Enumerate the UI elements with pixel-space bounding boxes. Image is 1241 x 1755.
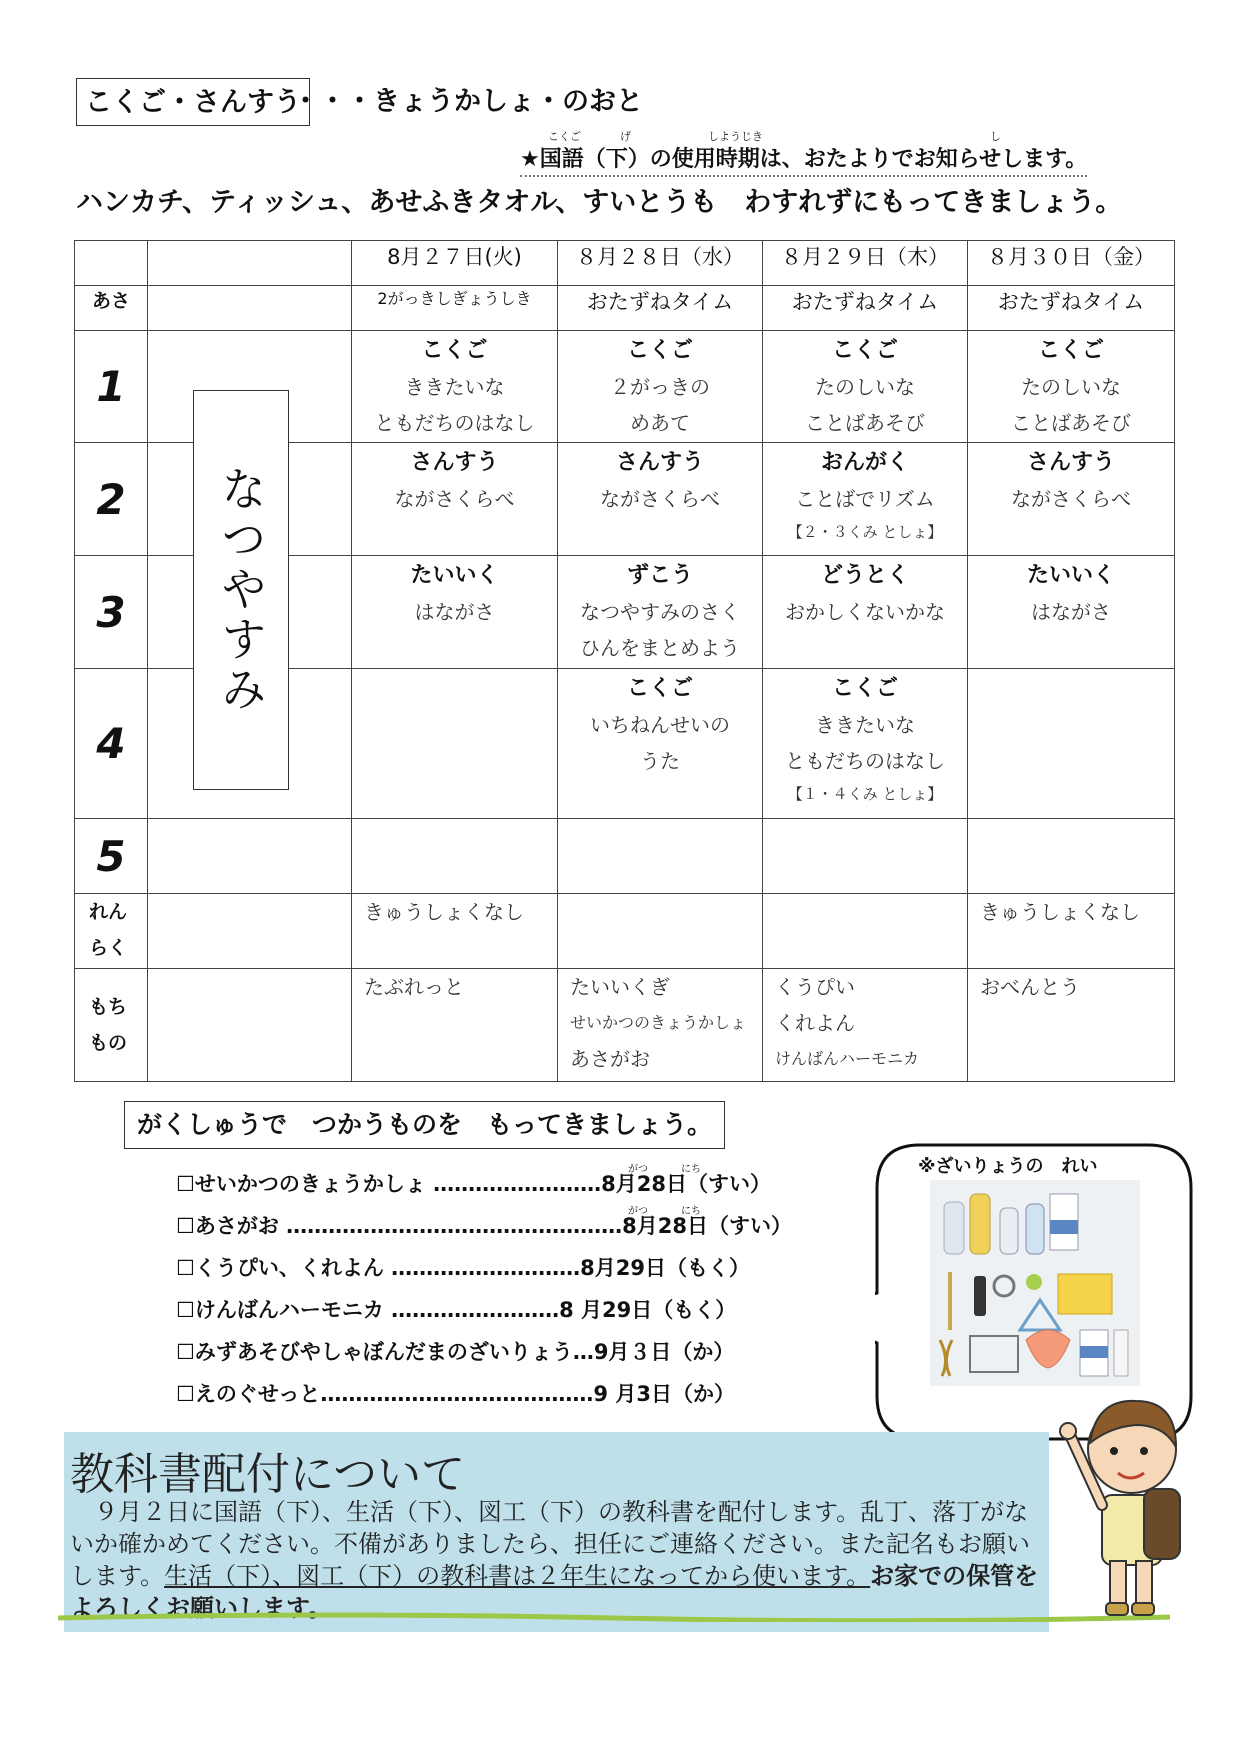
sponge-icon xyxy=(1058,1274,1112,1314)
date-cell: ８月２８日（水） xyxy=(558,241,763,286)
lesson-line: ことばでリズム xyxy=(795,487,935,511)
ruby-ge: げ xyxy=(620,130,631,143)
lesson-cell xyxy=(968,443,1175,556)
mochimono-cell xyxy=(763,969,968,1082)
checklist-text: ☐くうぴい、くれよん ………………………8月29日（もく） xyxy=(176,1256,750,1280)
checklist-item xyxy=(176,1294,816,1336)
textbook-underline: 生活（下）、図工（下）の教科書は２年生になってから使います。 xyxy=(164,1562,871,1590)
date-cell: ８月３０日（金） xyxy=(968,241,1175,286)
lesson-cell xyxy=(558,331,763,443)
mochimono-cell xyxy=(968,969,1175,1082)
mochimono-item: おべんとう xyxy=(980,975,1080,999)
mochimono-item: たいいくぎ xyxy=(570,975,670,999)
period-label: 4 xyxy=(75,669,148,819)
lesson-line: ２がっきの xyxy=(610,375,710,399)
ground-line xyxy=(58,1612,1170,1622)
subject: さんすう xyxy=(1026,450,1115,475)
lesson-cell xyxy=(558,556,763,669)
lesson-cell xyxy=(968,669,1175,819)
summer-vacation-box: なつやすみ xyxy=(193,390,289,790)
lesson-cell xyxy=(558,819,763,894)
lesson-cell xyxy=(763,556,968,669)
renraku-row xyxy=(75,894,1175,969)
subject: さんすう xyxy=(410,450,499,475)
lesson-note: 【１・４くみ としょ】 xyxy=(787,785,943,803)
lesson-line: たのしいな xyxy=(1021,375,1121,399)
mochimono-label xyxy=(75,969,148,1082)
date-cell: 8月２７日(火) xyxy=(352,241,558,286)
mochimono-item: せいかつのきょうかしょ xyxy=(570,1013,747,1032)
renraku-cell xyxy=(968,894,1175,969)
lesson-line: ながさくらべ xyxy=(600,487,720,511)
date-cell: ８月２９日（木） xyxy=(763,241,968,286)
blank-header-cell xyxy=(148,241,352,286)
ruby-nichi: にち xyxy=(681,1206,701,1217)
bottle-icon xyxy=(970,1194,990,1254)
lesson-cell xyxy=(352,669,558,819)
lesson-line: ききたいな xyxy=(404,375,505,399)
textbook-title: 教科書配付について xyxy=(70,1449,466,1500)
mochimono-cell xyxy=(352,969,558,1082)
lesson-line: たのしいな xyxy=(815,375,915,399)
mochimono-label-line: もの xyxy=(89,1032,128,1054)
checklist-item xyxy=(176,1336,816,1378)
mochimono-item: あさがお xyxy=(570,1047,650,1071)
lesson-line: いちねんせいの xyxy=(590,713,730,737)
renraku-label-line: らく xyxy=(89,937,128,959)
lesson-cell xyxy=(968,819,1175,894)
ruby-nichi: にち xyxy=(681,1164,701,1175)
notice-line xyxy=(520,128,1100,176)
ruby-shiyoujiki: しようじき xyxy=(708,130,763,143)
lesson-line: ともだちのはなし xyxy=(374,411,535,435)
corner-cell xyxy=(75,241,148,286)
period-label: 2 xyxy=(75,443,148,556)
lesson-cell xyxy=(352,443,558,556)
subject: こくご xyxy=(831,676,898,701)
page-title: こくご・さんすう xyxy=(76,78,310,126)
bubble-title: ※ざいりょうの れい xyxy=(918,1156,1098,1177)
lesson-cell xyxy=(763,819,968,894)
checklist-item xyxy=(176,1206,816,1252)
checklist-item xyxy=(176,1252,816,1294)
yarn-icon xyxy=(1026,1274,1042,1290)
renraku-cell xyxy=(763,894,968,969)
asa-cell: おたずねタイム xyxy=(968,286,1175,331)
lesson-cell xyxy=(763,669,968,819)
lesson-cell xyxy=(558,443,763,556)
lesson-line: ながさくらべ xyxy=(394,487,515,511)
subject: おんがく xyxy=(820,450,909,475)
notice-text: ★国語（下）の使用時期は、おたよりでお知らせします。 xyxy=(520,142,1087,177)
lesson-line: ことばあそび xyxy=(805,411,925,435)
bottle-icon xyxy=(1000,1208,1018,1254)
lesson-cell xyxy=(558,669,763,819)
subject: こくご xyxy=(626,338,693,363)
subject: こくご xyxy=(626,676,693,701)
checklist-text: ☐けんばんハーモニカ ……………………8 月29日（もく） xyxy=(176,1298,737,1322)
checklist-text: ☐えのぐせっと…………………………………9 月3日（か） xyxy=(176,1382,735,1406)
reminder-text: ハンカチ、ティッシュ、あせふきタオル、すいとうも わすれずにもってきましょう。 xyxy=(76,187,1123,218)
ruby-gatsu: がつ xyxy=(628,1206,648,1217)
subject: どうとく xyxy=(820,563,909,588)
lesson-line: おかしくないかな xyxy=(785,600,945,624)
checklist-text: ☐あさがお …………………………………………8月28日（すい） xyxy=(176,1214,792,1238)
checklist-item xyxy=(176,1378,816,1420)
bring-checklist xyxy=(176,1164,816,1420)
period-label: 3 xyxy=(75,556,148,669)
mochimono-cell xyxy=(558,969,763,1082)
bottle-icon xyxy=(944,1202,964,1254)
period-label: 1 xyxy=(75,331,148,443)
subject: こくご xyxy=(1037,338,1104,363)
lesson-line: ながさくらべ xyxy=(1011,487,1131,511)
lesson-line: ともだちのはなし xyxy=(785,749,945,773)
renraku-text: きゅうしょくなし xyxy=(364,900,524,924)
textbook-plain: ９月２日に国語（下）、生活（下）、図工（下）の教科書を配付します。乱丁、落丁がないか確かめてください。不備がありましたら、担任にご連絡ください。また記名もお願いします。 xyxy=(70,1498,1030,1590)
renraku-label-line: れん xyxy=(89,901,128,923)
textbook-text xyxy=(70,1496,1045,1624)
mochimono-label-line: もち xyxy=(89,996,128,1018)
materials-photo xyxy=(930,1180,1140,1386)
child-illustration xyxy=(1040,1385,1190,1620)
lesson-line: なつやすみのさく xyxy=(580,600,740,624)
subject: たいいく xyxy=(1026,563,1115,588)
mochimono-item: たぶれっと xyxy=(364,975,464,999)
subject: さんすう xyxy=(615,450,704,475)
mochimono-item: くれよん xyxy=(775,1011,855,1035)
page-title-rest: ・・・きょうかしょ・のおと xyxy=(292,86,643,117)
asa-cell: 2がっきしぎょうしき xyxy=(352,286,558,331)
lesson-cell xyxy=(352,331,558,443)
period-label: 5 xyxy=(75,819,148,894)
period-row xyxy=(75,819,1175,894)
blank-cell xyxy=(148,894,352,969)
renraku-cell xyxy=(352,894,558,969)
spatula-icon xyxy=(974,1276,986,1316)
lesson-cell xyxy=(968,556,1175,669)
ruby-gatsu: がつ xyxy=(628,1164,648,1175)
subject: こくご xyxy=(421,338,488,363)
blank-cell xyxy=(148,286,352,331)
subject: たいいく xyxy=(410,563,499,588)
blank-cell xyxy=(148,819,352,894)
checklist-text: ☐みずあそびやしゃぼんだまのざいりょう…9月３日（か） xyxy=(176,1340,735,1364)
asa-row xyxy=(75,286,1175,331)
lesson-line: はながさ xyxy=(414,600,495,624)
lesson-cell xyxy=(352,819,558,894)
lesson-line: うた xyxy=(640,749,680,773)
lesson-note: 【２・３くみ としょ】 xyxy=(787,523,943,541)
asa-cell: おたずねタイム xyxy=(558,286,763,331)
mochimono-item: くうぴい xyxy=(775,975,855,999)
renraku-label xyxy=(75,894,148,969)
bring-title: がくしゅうで つかうものを もってきましょう。 xyxy=(124,1101,725,1149)
checklist-text: ☐せいかつのきょうかしょ ……………………8月28日（すい） xyxy=(176,1172,771,1196)
blank-cell xyxy=(148,969,352,1082)
lesson-line: はながさ xyxy=(1031,600,1111,624)
lesson-cell xyxy=(968,331,1175,443)
checklist-item xyxy=(176,1164,816,1210)
lesson-line: ききたいな xyxy=(815,713,915,737)
date-header-row xyxy=(75,241,1175,286)
textbook-bold: お家での保管をよろしくお願いします。 xyxy=(70,1562,1039,1622)
mochimono-row xyxy=(75,969,1175,1082)
tube-icon xyxy=(1114,1330,1128,1376)
renraku-text: きゅうしょくなし xyxy=(980,900,1140,924)
renraku-cell xyxy=(558,894,763,969)
bottle-icon xyxy=(1026,1204,1044,1254)
lesson-line: ひんをまとめよう xyxy=(580,636,740,660)
subject: こくご xyxy=(831,338,898,363)
backpack-icon xyxy=(1144,1489,1180,1559)
lesson-line: ことばあそび xyxy=(1011,411,1131,435)
lesson-cell xyxy=(352,556,558,669)
ruby-shi: し xyxy=(990,130,1001,143)
lesson-line: めあて xyxy=(630,411,690,435)
subject: ずこう xyxy=(626,563,693,588)
asa-cell: おたずねタイム xyxy=(763,286,968,331)
lesson-cell xyxy=(763,443,968,556)
ruby-kokugo: こくご xyxy=(548,130,581,143)
mochimono-item: けんばんハーモニカ xyxy=(775,1049,920,1068)
asa-label: あさ xyxy=(75,286,148,331)
lesson-cell xyxy=(763,331,968,443)
